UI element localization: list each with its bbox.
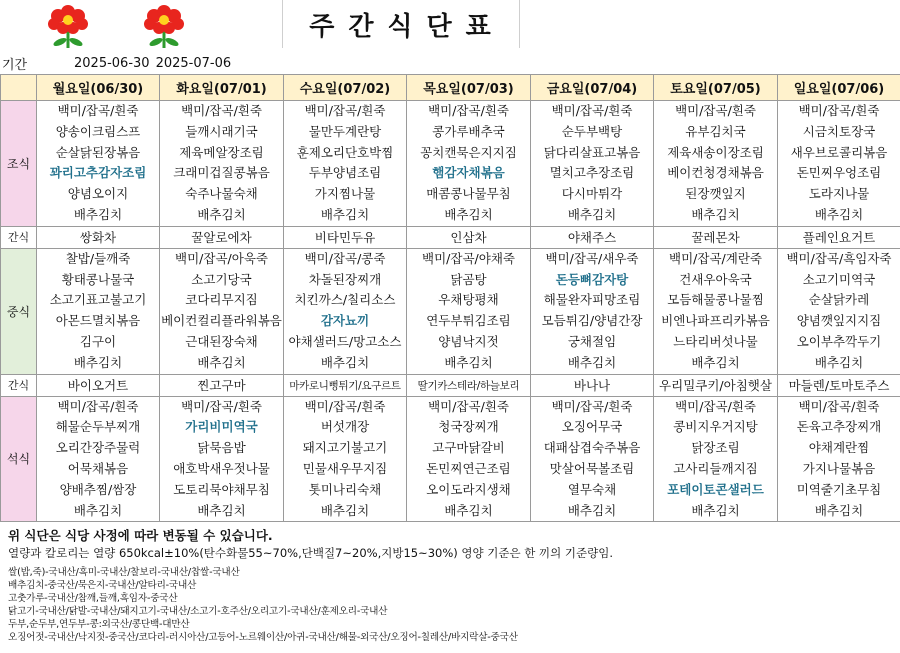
menu-item: 콩가루배추국 [432, 123, 505, 139]
menu-item: 해물완자피망조림 [543, 292, 641, 308]
snack2-cell: 바나나 [531, 374, 654, 396]
breakfast-cell [284, 101, 407, 227]
menu-item: 다시마튀각 [561, 186, 623, 202]
day-header: 금요일(07/04) [531, 75, 654, 101]
period-row [0, 52, 900, 74]
snack2-cell: 찐고구마 [160, 374, 284, 396]
menu-item: 매콤콩나물무침 [426, 186, 511, 202]
snack1-cell: 야채주스 [531, 226, 654, 248]
menu-item: 양배추찜/쌈장 [59, 481, 137, 497]
lunch-cell [654, 248, 778, 374]
menu-item: 배추김치 [691, 502, 740, 518]
menu-item: 백미/잡곡/새우죽 [545, 250, 639, 266]
menu-item: 야채샐러드/망고소스 [288, 333, 402, 349]
menu-item: 코다리무지짐 [185, 292, 258, 308]
period-end: 2025-07-06 [155, 55, 232, 71]
menu-item: 순살닭카레 [808, 292, 870, 308]
menu-item: 멸치고추장조림 [549, 165, 635, 181]
breakfast-cell [654, 101, 778, 227]
meal-label-snack1: 간식 [1, 226, 37, 248]
menu-item: 배추김치 [444, 354, 493, 370]
menu-item: 닭다리살표고볶음 [543, 144, 641, 160]
header [0, 0, 900, 52]
lunch-cell [284, 248, 407, 374]
dinner-cell [160, 396, 284, 522]
snack1-cell: 인삼차 [407, 226, 531, 248]
menu-item: 배추김치 [197, 206, 246, 222]
menu-item: 맛살어묵볼조림 [549, 460, 635, 476]
menu-item: 훈제오리단호박찜 [296, 144, 394, 160]
menu-item: 백미/잡곡/흰죽 [551, 398, 633, 414]
menu-item: 열무숙채 [567, 481, 617, 497]
menu-item: 근대된장숙채 [185, 333, 258, 349]
dinner-cell [37, 396, 160, 522]
menu-item: 시금치토장국 [802, 123, 876, 139]
meal-label-breakfast: 조식 [1, 101, 37, 227]
menu-item: 오이도라지생채 [426, 481, 511, 497]
breakfast-cell [160, 101, 284, 227]
menu-item: 새우브로콜리볶음 [790, 144, 888, 160]
menu-item: 배추김치 [73, 502, 123, 518]
menu-item: 백미/잡곡/흑임자죽 [786, 250, 892, 266]
menu-item: 베이컨청경채볶음 [667, 165, 764, 181]
menu-item: 포테이토콘샐러드 [667, 481, 764, 497]
menu-item: 숙주나물숙채 [185, 186, 258, 202]
origin-list [8, 566, 900, 644]
menu-item: 찰밥/들깨죽 [65, 250, 131, 266]
snack1-row [1, 226, 900, 248]
menu-item: 백미/잡곡/흰죽 [304, 398, 386, 414]
menu-item: 버섯개장 [320, 419, 370, 435]
lunch-cell [531, 248, 654, 374]
menu-item: 도토리묵야채무침 [173, 481, 270, 497]
menu-item: 유부김치국 [685, 123, 746, 139]
menu-item: 오리간장주물럭 [55, 440, 141, 456]
menu-item: 궁채절임 [567, 333, 617, 349]
menu-item: 모듬해물콩나물찜 [667, 292, 764, 308]
menu-item: 황태콩나물국 [61, 271, 135, 287]
menu-item: 돼지고기불고기 [302, 440, 388, 456]
menu-item: 백미/잡곡/계란죽 [669, 250, 762, 266]
menu-item: 가리비미역국 [185, 419, 258, 435]
dinner-cell [654, 396, 778, 522]
snack1-cell: 비타민두유 [284, 226, 407, 248]
breakfast-cell [37, 101, 160, 227]
lunch-cell [160, 248, 284, 374]
menu-item: 톳미나리숙채 [308, 481, 382, 497]
origin-line: 오징어젓-국내산/낙지젓-중국산/코다리-러시아산/고등어-노르웨이산/아귀-국내산/해물-외국산/오징어-칠레산/바지락살-중국산 [8, 632, 518, 643]
notice-nutrition: 열량과 칼로리는 열량 650kcal±10%(탄수화물55~70%,단백질7~20%,지방15~30%) 영양 기준은 한 끼의 기준량임. [8, 546, 613, 560]
menu-item: 백미/잡곡/흰죽 [181, 398, 262, 414]
menu-item: 백미/잡곡/흰죽 [675, 103, 756, 118]
lunch-row [1, 248, 900, 374]
day-header: 화요일(07/01) [160, 75, 284, 101]
lunch-cell [37, 248, 160, 374]
menu-item: 소고기당국 [191, 271, 252, 287]
menu-item: 양송이크림스프 [55, 123, 141, 139]
menu-item: 닭장조림 [691, 440, 740, 456]
menu-item: 소고기표고불고기 [49, 292, 147, 308]
menu-item: 백미/잡곡/흰죽 [181, 103, 262, 118]
menu-item: 애호박새우젓나물 [173, 460, 270, 476]
breakfast-cell [778, 101, 900, 227]
menu-item: 배추김치 [567, 354, 617, 370]
menu-item: 모듬튀김/양념간장 [541, 313, 643, 329]
meal-label-snack2: 간식 [1, 374, 37, 396]
menu-item: 가지나물볶음 [802, 460, 876, 476]
lunch-cell [778, 248, 900, 374]
menu-item: 배추김치 [691, 354, 740, 370]
menu-item: 우채탕평채 [438, 292, 499, 308]
menu-item: 돈등뼈감자탕 [555, 271, 629, 287]
origin-line: 고춧가루-국내산/참깨,들깨,흑임자-중국산 [8, 593, 178, 604]
menu-item: 고구마닭갈비 [432, 440, 505, 456]
origin-line: 쌀(밥,죽)-국내산/흑미-국내산/찰보리-국내산/찹쌀-국내산 [8, 567, 240, 578]
dinner-row [1, 396, 900, 522]
menu-item: 배추김치 [814, 502, 864, 518]
menu-item: 고사리들깨지짐 [673, 460, 758, 476]
snack2-cell: 마카로니뻥튀기/요구르트 [284, 374, 407, 396]
menu-item: 야채계란찜 [808, 440, 870, 456]
menu-item: 콩비지우거지탕 [673, 419, 758, 435]
menu-item: 감자뇨끼 [320, 313, 370, 329]
snack2-row [1, 374, 900, 396]
period-start: 2025-06-30 [74, 55, 150, 71]
dinner-cell [407, 396, 531, 522]
menu-item: 두부양념조림 [308, 165, 382, 181]
menu-item: 건새우아욱국 [679, 271, 752, 287]
breakfast-row [1, 101, 900, 227]
snack1-cell: 쌍화차 [37, 226, 160, 248]
menu-item: 백미/잡곡/아욱죽 [175, 250, 268, 266]
menu-item: 민물새우무지짐 [302, 460, 388, 476]
menu-item: 어묵채볶음 [67, 460, 129, 476]
menu-item: 배추김치 [814, 206, 864, 222]
menu-item: 베이컨컬리플라워볶음 [161, 313, 282, 329]
menu-item: 배추김치 [691, 206, 740, 222]
snack1-cell: 플레인요거트 [778, 226, 900, 248]
day-header: 목요일(07/03) [407, 75, 531, 101]
menu-item: 백미/잡곡/흰죽 [57, 103, 139, 118]
menu-item: 차돌된장찌개 [308, 271, 382, 287]
menu-item: 치킨까스/칠리소스 [294, 292, 396, 308]
breakfast-cell [531, 101, 654, 227]
snack2-cell: 딸기카스테라/하늘보리 [407, 374, 531, 396]
menu-item: 들깨시래기국 [185, 123, 258, 139]
menu-item: 배추김치 [73, 354, 123, 370]
day-header: 토요일(07/05) [654, 75, 778, 101]
menu-item: 돈민찌우엉조림 [796, 165, 882, 181]
menu-item: 배추김치 [567, 502, 617, 518]
menu-item: 느타리버섯나물 [673, 333, 758, 349]
menu-item: 오징어무국 [561, 419, 623, 435]
menu-item: 물만두계란탕 [308, 123, 382, 139]
menu-item: 미역줄기초무침 [796, 481, 882, 497]
menu-item: 비엔나파프리카볶음 [661, 313, 770, 329]
menu-item: 배추김치 [567, 206, 617, 222]
menu-item: 돈민찌연근조림 [426, 460, 511, 476]
notes [0, 527, 900, 653]
meal-label-lunch: 중식 [1, 248, 37, 374]
meal-label-dinner: 석식 [1, 396, 37, 522]
menu-item: 배추김치 [320, 354, 370, 370]
menu-item: 양념낙지젓 [438, 333, 499, 349]
menu-item: 제육메알장조림 [179, 144, 264, 160]
day-header-row [1, 75, 900, 101]
menu-item: 배추김치 [814, 354, 864, 370]
corner-cell [1, 75, 37, 101]
menu-item: 순살닭된장볶음 [55, 144, 141, 160]
menu-item: 배추김치 [197, 354, 246, 370]
menu-item: 닭곰탕 [450, 271, 487, 287]
dinner-cell [778, 396, 900, 522]
menu-item: 청국장찌개 [438, 419, 499, 435]
menu-item: 김구이 [79, 333, 117, 349]
page-title: 주간식단표 [282, 0, 520, 48]
menu-item: 양념깻잎지지짐 [796, 313, 882, 329]
menu-item: 배추김치 [444, 206, 493, 222]
origin-line: 두부,순두부,연두부-콩:외국산/콩단백-대만산 [8, 619, 190, 630]
menu-item: 순두부백탕 [561, 123, 623, 139]
menu-item: 양념오이지 [67, 186, 129, 202]
menu-item: 닭묵음밥 [197, 440, 246, 456]
menu-item: 배추김치 [73, 206, 123, 222]
menu-item: 해물순두부찌개 [55, 419, 141, 435]
menu-item: 백미/잡곡/흰죽 [798, 103, 880, 118]
menu-item: 돈육고추장찌개 [796, 419, 882, 435]
menu-item: 도라지나물 [808, 186, 870, 202]
flower-icon [38, 2, 228, 48]
menu-item: 백미/잡곡/흰죽 [304, 103, 386, 118]
menu-item: 꽈리고추감자조림 [49, 165, 147, 181]
snack1-cell: 꿀레몬차 [654, 226, 778, 248]
menu-item: 제육새송이장조림 [667, 144, 764, 160]
menu-item: 배추김치 [320, 502, 370, 518]
menu-item: 소고기미역국 [802, 271, 876, 287]
breakfast-cell [407, 101, 531, 227]
menu-item: 백미/잡곡/야채죽 [422, 250, 515, 266]
menu-table [0, 74, 900, 522]
menu-item: 백미/잡곡/흰죽 [798, 398, 880, 414]
menu-item: 백미/잡곡/흰죽 [428, 398, 509, 414]
day-header: 수요일(07/02) [284, 75, 407, 101]
menu-item: 햄감자채볶음 [432, 165, 505, 181]
snack2-cell: 바이오거트 [37, 374, 160, 396]
menu-item: 백미/잡곡/흰죽 [57, 398, 139, 414]
origin-line: 배추김치-중국산/묵은지-국내산/알타리-국내산 [8, 580, 197, 591]
menu-item: 배추김치 [444, 502, 493, 518]
snack1-cell: 꿀알로에차 [160, 226, 284, 248]
origin-line: 닭고기-국내산/닭발-국내산/돼지고기-국내산/소고기-호주산/오리고기-국내산/훈제오리-국내산 [8, 606, 388, 617]
notice-change: 위 식단은 식당 사정에 따라 변동될 수 있습니다. [8, 528, 273, 543]
menu-item: 크래미겁질콩볶음 [173, 165, 270, 181]
menu-item: 배추김치 [197, 502, 246, 518]
lunch-cell [407, 248, 531, 374]
menu-item: 백미/잡곡/흰죽 [428, 103, 509, 118]
menu-item: 꽁치캔묵은지지짐 [420, 144, 517, 160]
menu-item: 오이부추깍두기 [796, 333, 882, 349]
dinner-cell [531, 396, 654, 522]
day-header: 일요일(07/06) [778, 75, 900, 101]
menu-item: 대패삼겹숙주볶음 [543, 440, 641, 456]
menu-item: 배추김치 [320, 206, 370, 222]
menu-item: 백미/잡곡/흰죽 [675, 398, 756, 414]
menu-item: 백미/잡곡/콩죽 [304, 250, 386, 266]
menu-item: 아몬드멸치볶음 [55, 313, 141, 329]
snack2-cell: 우리밀쿠키/아침햇살 [654, 374, 778, 396]
menu-item: 백미/잡곡/흰죽 [551, 103, 633, 118]
dinner-cell [284, 396, 407, 522]
menu-item: 가지찜나물 [314, 186, 376, 202]
menu-item: 된장깻잎지 [685, 186, 746, 202]
menu-item: 연두부튀김조림 [426, 313, 511, 329]
day-header: 월요일(06/30) [37, 75, 160, 101]
period-label: 기간 [2, 57, 28, 73]
snack2-cell: 마들렌/토마토주스 [778, 374, 900, 396]
